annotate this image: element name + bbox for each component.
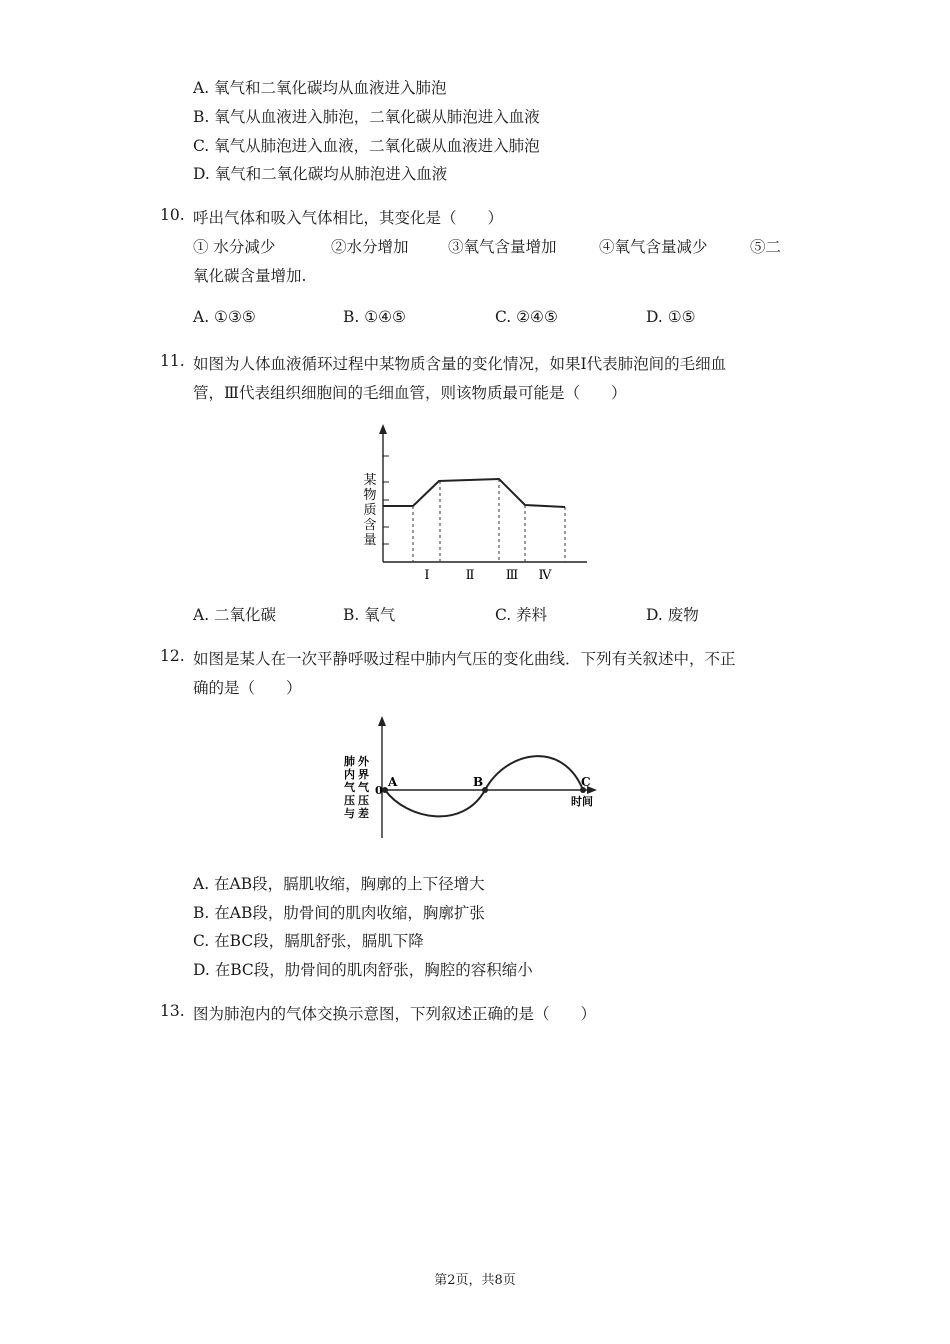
q11-ylabel-char: 物 (363, 488, 377, 503)
q10-item-3: ③氧气含量增加 (448, 238, 557, 256)
q12-number: 12. (160, 647, 185, 665)
q12-option-d: D. 在BC段，肋骨间的肌肉舒张，胸腔的容积缩小 (193, 961, 533, 979)
q10-text: 呼出气体和吸入气体相比，其变化是（ ） (193, 209, 504, 227)
q10-choice-c: C. ②④⑤ (495, 308, 558, 326)
q12-ylabel-char: 内 (344, 768, 355, 781)
q11-xlabel-1: Ⅰ (424, 568, 430, 583)
q13-number: 13. (160, 1002, 185, 1020)
q11-choice-a: A. 二氧化碳 (193, 606, 277, 624)
q11-choice-d: D. 废物 (646, 606, 699, 624)
q12-option-a: A. 在AB段，膈肌收缩，胸廓的上下径增大 (193, 875, 485, 893)
q12-xlabel: 时间 (571, 795, 593, 808)
q11-choice-c: C. 养料 (495, 606, 548, 624)
q11-content-line (383, 479, 565, 507)
q12-ylabel-char: 差 (358, 807, 369, 820)
q12-ylabel-char: 与 (344, 807, 355, 820)
q11-ylabel-char: 含 (363, 518, 377, 533)
q12-point-c-label: C (581, 775, 591, 789)
q12-text-line1: 如图是某人在一次平静呼吸过程中肺内气压的变化曲线．下列有关叙述中，不正 (193, 650, 736, 668)
q9-option-b: B. 氧气从血液进入肺泡，二氧化碳从肺泡进入血液 (193, 108, 540, 126)
q11-text-line2: 管，Ⅲ代表组织细胞间的毛细血管，则该物质最可能是（ ） (193, 384, 627, 402)
q10-choice-b: B. ①④⑤ (343, 308, 406, 326)
q11-xlabel-3: Ⅲ (505, 568, 519, 583)
q11-choice-b: B. 氧气 (343, 606, 396, 624)
q12-ylabel-char: 气 (344, 781, 355, 794)
q12-option-b: B. 在AB段，肋骨间的肌肉收缩，胸廓扩张 (193, 904, 485, 922)
q11-ylabel-char: 量 (363, 533, 377, 548)
q12-text-line2: 确的是（ ） (193, 679, 302, 697)
q10-item-5: ⑤二 (750, 238, 782, 256)
q12-ylabel-char: 肺 (344, 755, 355, 768)
q10-item-5-cont: 氧化碳含量增加. (193, 267, 307, 285)
q9-option-d: D. 氧气和二氧化碳均从肺泡进入血液 (193, 165, 448, 183)
q10-item-4: ④氧气含量减少 (599, 238, 708, 256)
q12-ylabel-char: 压 (358, 794, 369, 807)
q11-xlabel-4: Ⅳ (538, 568, 552, 583)
page-footer: 第2页，共8页 (434, 1273, 516, 1288)
q10-item-2: ②水分增加 (331, 238, 409, 256)
q11-text-line1: 如图为人体血液循环过程中某物质含量的变化情况，如果Ⅰ代表肺泡间的毛细血 (193, 355, 727, 373)
q12-point-b-label: B (473, 775, 484, 789)
q9-option-a: A. 氧气和二氧化碳均从血液进入肺泡 (193, 79, 447, 97)
q12-option-c: C. 在BC段，膈肌舒张，膈肌下降 (193, 932, 424, 950)
q11-xlabel-2: Ⅱ (465, 568, 475, 583)
q11-number: 11. (160, 352, 185, 370)
q9-option-c: C. 氧气从肺泡进入血液，二氧化碳从血液进入肺泡 (193, 137, 540, 155)
q11-chart (355, 420, 595, 590)
q11-ylabel-char: 质 (363, 503, 377, 518)
q12-ylabel-char: 外 (358, 755, 369, 768)
q10-choice-a: A. ①③⑤ (193, 308, 256, 326)
q12-origin-label: 0 (375, 784, 383, 797)
q12-ylabel-char: 压 (344, 794, 355, 807)
q12-ylabel-char: 气 (358, 781, 369, 794)
q10-choice-d: D. ①⑤ (646, 308, 696, 326)
q12-point-a-label: A (388, 775, 398, 789)
q12-y-axis-arrow (378, 716, 386, 726)
q10-item-1: ① 水分减少 (193, 238, 276, 256)
q10-number: 10. (160, 206, 185, 224)
q12-chart (335, 712, 615, 844)
q12-ylabel-char: 界 (358, 768, 369, 781)
q11-ylabel-char: 某 (363, 473, 377, 488)
q11-y-axis-arrow (379, 424, 387, 434)
q12-pressure-curve (385, 756, 583, 816)
q13-text: 图为肺泡内的气体交换示意图，下列叙述正确的是（ ） (193, 1005, 597, 1023)
